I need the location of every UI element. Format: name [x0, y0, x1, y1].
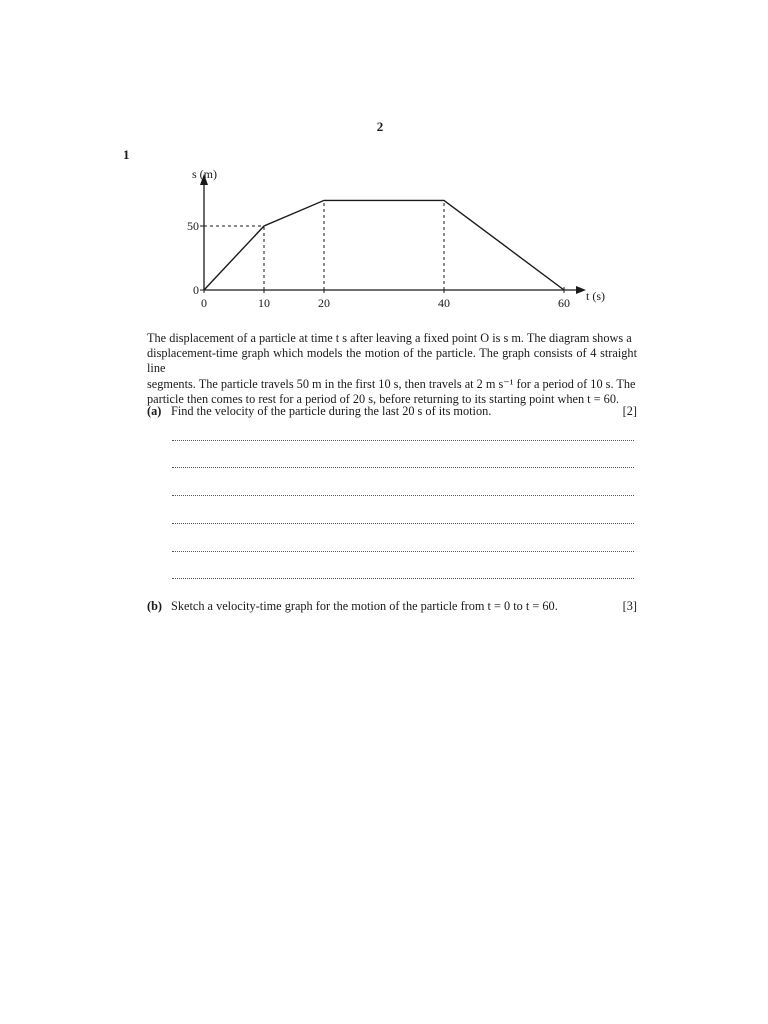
intro-line-3: segments. The particle travels 50 m in the first 10 s, then travels at 2 m s⁻¹ for a period of 10 s. The: [147, 376, 636, 391]
x-axis-arrow-icon: [576, 286, 586, 294]
y-tick-label: 50: [187, 219, 199, 233]
answer-line[interactable]: [172, 523, 634, 524]
series: [204, 200, 564, 290]
x-tick-label: 20: [318, 296, 330, 310]
x-tick-label: 10: [258, 296, 270, 310]
question-intro: [147, 331, 637, 407]
answer-line[interactable]: [172, 467, 634, 468]
part-b-text: Sketch a velocity-time graph for the motion of the particle from t = 0 to t = 60.: [171, 599, 558, 613]
intro-line-1: The displacement of a particle at time t s after leaving a fixed point O is s m. The diagram shows a: [147, 331, 632, 345]
part-a-text: Find the velocity of the particle during the last 20 s of its motion.: [171, 404, 492, 418]
axes: [200, 174, 586, 294]
displacement-time-graph: [0, 0, 768, 330]
intro-line-4: particle then comes to rest for a period of 20 s, before returning to its starting point when t = 60.: [147, 391, 620, 406]
y-tick-label: 0: [193, 283, 199, 297]
x-axis-label: t (s): [586, 289, 605, 303]
part-a-marks: [2]: [622, 404, 637, 418]
x-tick-label: 0: [201, 296, 207, 310]
answer-line[interactable]: [172, 578, 634, 579]
guide-lines: [204, 200, 444, 290]
part-b-marks: [3]: [622, 599, 637, 613]
ticks: [187, 219, 570, 310]
series-line: [204, 200, 564, 290]
question-number: 1: [123, 147, 130, 162]
intro-line-2: displacement-time graph which models the motion of the particle. The graph consists of 4 straight line: [147, 346, 637, 376]
y-axis-label: s (m): [192, 167, 217, 181]
part-a: [147, 404, 637, 419]
part-b: [147, 599, 637, 614]
answer-line[interactable]: [172, 551, 634, 552]
part-b-label: (b): [147, 599, 163, 613]
answer-line[interactable]: [172, 495, 634, 496]
part-a-label: (a): [147, 404, 162, 418]
x-tick-label: 60: [558, 296, 570, 310]
x-tick-label: 40: [438, 296, 450, 310]
answer-line[interactable]: [172, 440, 634, 441]
page-number: 2: [376, 119, 384, 134]
